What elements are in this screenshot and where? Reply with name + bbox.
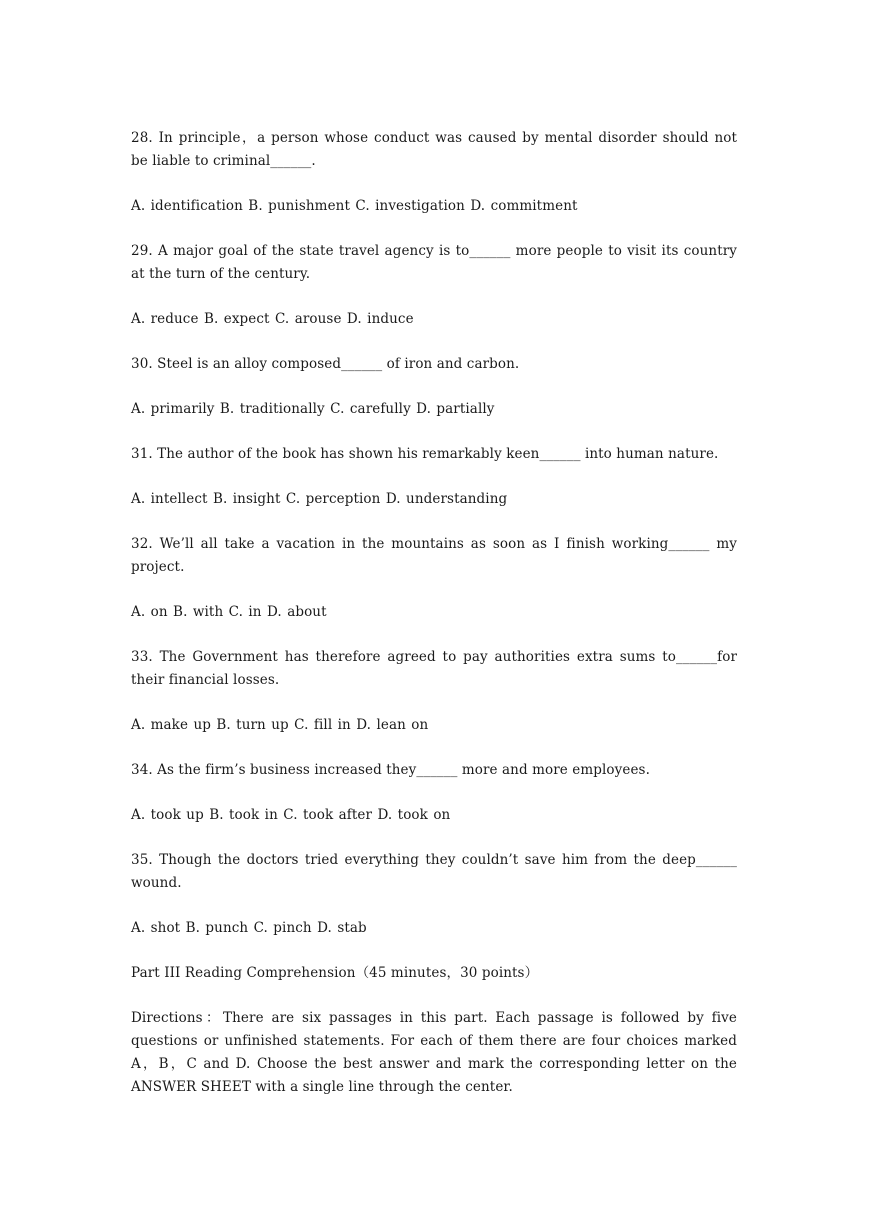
question-options: A. shot B. punch C. pinch D. stab [131, 920, 367, 936]
question-options: A. primarily B. traditionally C. carefully D. partially [131, 401, 495, 417]
question-options: A. make up B. turn up C. fill in D. lean on [131, 717, 429, 733]
question-options: A. intellect B. insight C. perception D. understanding [131, 491, 508, 507]
question-30 [131, 353, 737, 421]
question-stem: 33. The Government has therefore agreed to pay authorities extra sums to______for their financial losses. [131, 649, 737, 688]
question-33 [131, 646, 737, 737]
question-34 [131, 759, 737, 827]
question-stem: 30. Steel is an alloy composed______ of iron and carbon. [131, 356, 520, 372]
question-options: A. identification B. punishment C. investigation D. commitment [131, 198, 578, 214]
section-directions: Directions：There are six passages in this part. Each passage is followed by five questions or unfinished statements. For each of them there are four choices marked A，B，C and D. Choose the best answer and mark the corresponding letter on the ANSWER SHEET with a single line through the center. [131, 1010, 737, 1095]
question-29 [131, 240, 737, 331]
question-28 [131, 127, 737, 218]
question-options: A. reduce B. expect C. arouse D. induce [131, 311, 414, 327]
question-stem: 31. The author of the book has shown his remarkably keen______ into human nature. [131, 446, 719, 462]
question-options: A. on B. with C. in D. about [131, 604, 327, 620]
question-32 [131, 533, 737, 624]
question-stem: 34. As the firm’s business increased they______ more and more employees. [131, 762, 650, 778]
question-stem: 29. A major goal of the state travel agency is to______ more people to visit its country at the turn of the century. [131, 243, 737, 282]
question-31 [131, 443, 737, 511]
question-stem: 32. We’ll all take a vacation in the mountains as soon as I finish working______ my project. [131, 536, 737, 575]
section-heading: Part III Reading Comprehension（45 minutes，30 points） [131, 965, 539, 981]
question-stem: 28. In principle，a person whose conduct was caused by mental disorder should not be liable to criminal______. [131, 130, 737, 169]
question-options: A. took up B. took in C. took after D. took on [131, 807, 451, 823]
document-page [131, 127, 737, 1121]
question-35 [131, 849, 737, 940]
question-stem: 35. Though the doctors tried everything they couldn’t save him from the deep______ wound. [131, 852, 737, 891]
